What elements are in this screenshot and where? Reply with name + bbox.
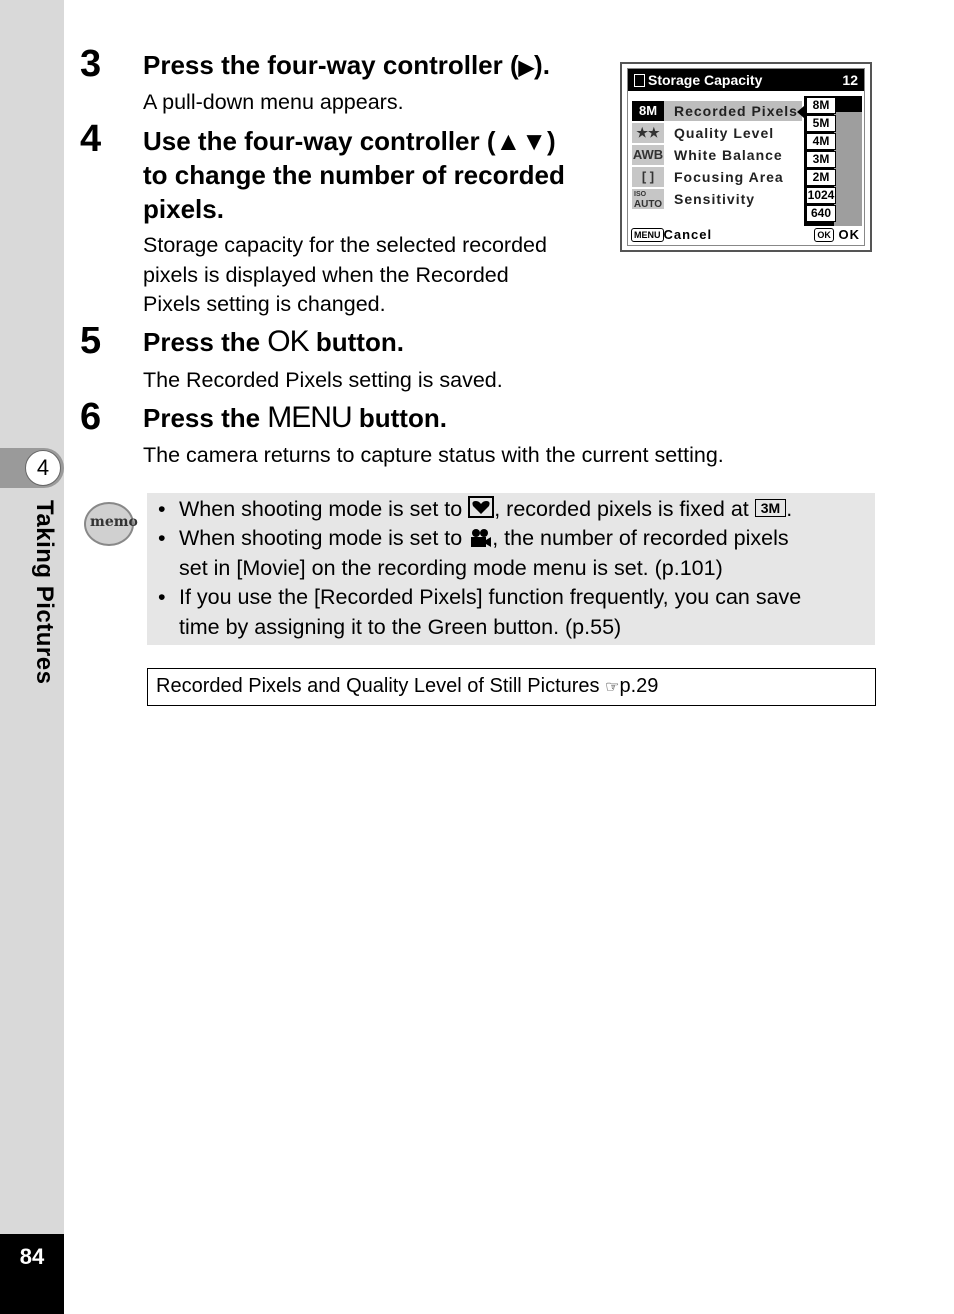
- menu-row-label: Recorded Pixels: [674, 103, 798, 119]
- right-arrow-icon: ▶: [518, 57, 535, 79]
- memo-line: [158, 524, 789, 554]
- pulldown-option[interactable]: 5M: [806, 115, 836, 132]
- step-4-number: 4: [80, 118, 102, 160]
- remaining-count: 12: [842, 72, 858, 88]
- step-4-heading-line: pixels.: [143, 194, 224, 224]
- chapter-title: Taking Pictures: [31, 500, 58, 685]
- memo-text: When shooting mode is set to: [179, 497, 469, 521]
- reference-page: p.29: [619, 675, 659, 697]
- reference-link[interactable]: [156, 673, 658, 701]
- menu-row-label: Sensitivity: [674, 191, 756, 207]
- menu-button-glyph: MENU: [267, 401, 352, 434]
- memo-text: , the number of recorded pixels: [492, 526, 789, 550]
- camera-screen-illustration: [620, 62, 872, 252]
- memo-icon: [84, 502, 138, 546]
- memo-text: When shooting mode is set to: [179, 526, 469, 550]
- screen-title: Storage Capacity: [648, 72, 763, 88]
- step-5-number: 5: [80, 320, 102, 362]
- step-3-heading-text: Press the four-way controller (: [143, 50, 519, 80]
- focus-area-icon: [ ]: [632, 167, 664, 187]
- cancel-hint[interactable]: [631, 227, 712, 242]
- step-6-body: The camera returns to capture status with the current setting.: [143, 443, 724, 467]
- pulldown-option[interactable]: 8M: [806, 97, 836, 114]
- screen-footer: [628, 225, 864, 245]
- camera-screen: [627, 68, 865, 246]
- step-6-heading-end: button.: [351, 403, 447, 433]
- step-3-heading-end: ).: [534, 50, 550, 80]
- memo-line: [158, 495, 792, 525]
- memo-text: .: [786, 497, 793, 521]
- screen-title-bar: [628, 69, 864, 91]
- quality-stars-icon: ★★: [632, 123, 664, 143]
- chapter-number: 4: [25, 450, 61, 486]
- bullet: •: [158, 526, 166, 550]
- bullet: •: [158, 585, 166, 609]
- bullet: •: [158, 497, 166, 521]
- step-4-heading-line: to change the number of recorded: [143, 160, 565, 190]
- pulldown-option[interactable]: 4M: [806, 133, 836, 150]
- step-6-number: 6: [80, 396, 102, 438]
- step-4-body-line: pixels is displayed when the Recorded: [143, 262, 509, 287]
- memo-line: time by assigning it to the Green button. (p.55): [179, 615, 622, 639]
- pulldown-option[interactable]: 1024: [807, 188, 835, 202]
- pulldown-scrollbar[interactable]: [834, 96, 862, 226]
- iso-label: ISO: [634, 191, 647, 198]
- step-3-number: 3: [80, 43, 102, 85]
- iso-auto-icon: [632, 189, 664, 209]
- step-6-heading: [143, 401, 447, 435]
- memo-text: If you use the [Recorded Pixels] function frequently, you can save: [179, 585, 802, 609]
- selection-pointer-icon: [797, 106, 804, 118]
- step-5-heading-end: button.: [308, 327, 404, 357]
- step-5-body: The Recorded Pixels setting is saved.: [143, 368, 503, 392]
- menu-row-label: White Balance: [674, 147, 783, 163]
- memo-icon-label: memo: [90, 514, 138, 530]
- movie-mode-icon: [468, 528, 492, 548]
- menu-row-label: Quality Level: [674, 125, 775, 141]
- step-4-body: [143, 231, 547, 320]
- step-4-body-line: Storage capacity for the selected recorded: [143, 233, 547, 257]
- step-5-heading: [143, 325, 404, 359]
- pulldown-option[interactable]: 2M: [806, 169, 836, 186]
- heart-mode-icon: [468, 496, 494, 518]
- pulldown-option[interactable]: 640: [806, 205, 836, 222]
- step-4-heading-line: Use the four-way controller (▲▼): [143, 126, 556, 156]
- auto-label: AUTO: [633, 199, 663, 210]
- menu-key-icon: MENU: [631, 228, 664, 242]
- page-number: 84: [19, 1244, 45, 1269]
- step-3-body: A pull-down menu appears.: [143, 90, 404, 114]
- scrollbar-thumb[interactable]: [834, 96, 862, 112]
- pulldown-option[interactable]: 3M: [806, 151, 836, 168]
- step-4-body-line: Pixels setting is changed.: [143, 292, 386, 316]
- ok-hint[interactable]: [814, 227, 860, 242]
- ok-button-glyph: OK: [267, 325, 309, 358]
- memo-line: set in [Movie] on the recording mode menu is set. (p.101): [179, 556, 723, 580]
- 3m-resolution-icon: 3M: [755, 499, 786, 517]
- memo-line: [158, 583, 801, 613]
- recorded-pixels-icon: 8M: [632, 101, 664, 121]
- ok-label: OK: [838, 227, 860, 242]
- reference-text: Recorded Pixels and Quality Level of Still Pictures: [156, 675, 606, 697]
- step-5-heading-text: Press the: [143, 327, 268, 357]
- step-6-heading-text: Press the: [143, 403, 268, 433]
- ok-key-icon: OK: [814, 228, 834, 242]
- awb-icon: AWB: [632, 145, 664, 165]
- memo-text: , recorded pixels is fixed at: [494, 497, 755, 521]
- menu-row-label: Focusing Area: [674, 169, 784, 185]
- pointing-hand-icon: ☞: [605, 679, 620, 696]
- step-4-heading: [143, 124, 565, 226]
- cancel-label: Cancel: [663, 227, 713, 242]
- step-3-heading: [143, 48, 550, 85]
- sd-card-icon: [634, 74, 645, 87]
